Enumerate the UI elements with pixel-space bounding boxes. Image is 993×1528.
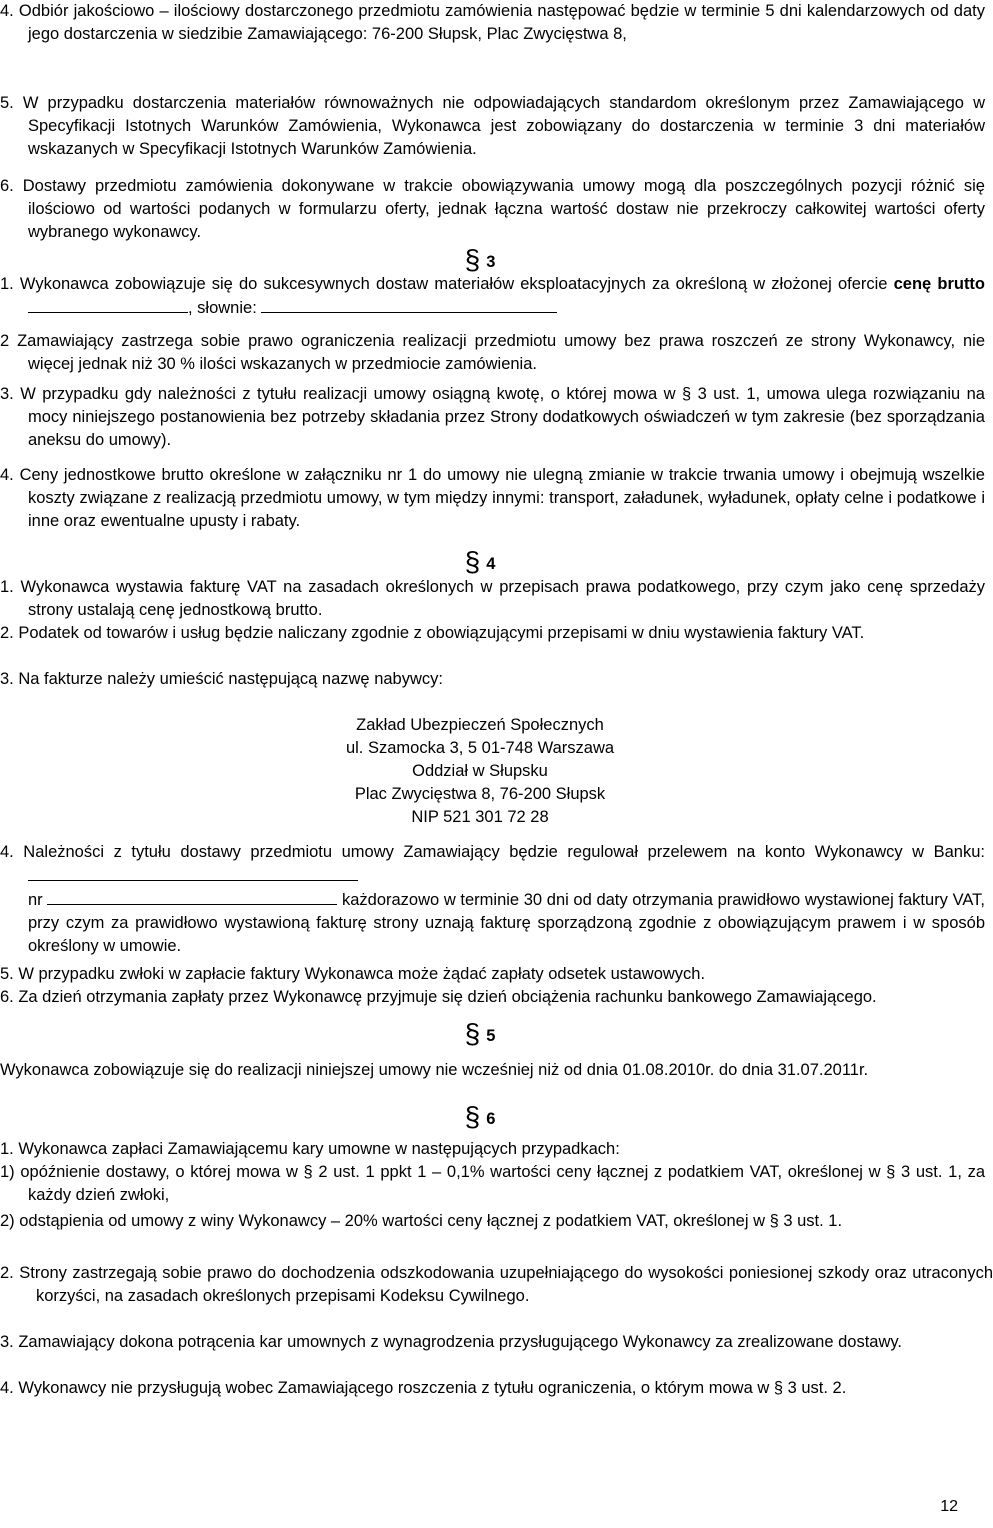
buyer-line: Oddział w Słupsku [412,762,548,780]
section-symbol: § [464,1101,481,1132]
section-4-paragraph-5: 5. W przypadku zwłoki w zapłacie faktury Wykonawca może żądać zapłaty odsetek ustawowych. [0,965,706,983]
s3-p1-bold: cenę brutto [893,275,986,293]
buyer-line: NIP 521 301 72 28 [411,808,549,826]
section-4-paragraph-2: 2. Podatek od towarów i usług będzie naliczany zgodnie z obowiązującymi przepisami w dniu wystawienia faktury VAT. [0,624,865,642]
section-6-paragraph-1: 1. Wykonawca zapłaci Zamawiającemu kary umowne w następujących przypadkach: [0,1140,620,1158]
section-3-paragraph-3: 3. W przypadku gdy należności z tytułu realizacji umowy osiągną kwotę, o której mowa w § 3 ust. 1, umowa ulega rozwiązaniu na mocy niniejszego postanowienia bez potrzeby składania przez Strony dodatkowych oświadczeń w tym zakresie (bez sporządzania aneksu do umowy). [0,385,985,449]
section-6-heading [0,1101,960,1132]
section-3-paragraph-1 [0,273,985,320]
buyer-line: ul. Szamocka 3, 5 01-748 Warszawa [345,739,615,757]
section-3-number: 3 [486,253,496,271]
section-4-paragraph-3: 3. Na fakturze należy umieścić następującą nazwę nabywcy: [0,670,443,688]
paragraph-6: 6. Dostawy przedmiotu zamówienia dokonywane w trakcie obowiązywania umowy mogą dla poszczególnych pozycji różnić się ilościowo od wartości podanych w formularzu oferty, jednak łączna wartość dostaw nie przekroczy całkowitej wartości oferty wybranego wykonawcy. [0,177,985,241]
paragraph-4: 4. Odbiór jakościowo – ilościowy dostarczonego przedmiotu zamówienia następować będzie w terminie 5 dni kalendarzowych od daty jego dostarczenia w siedzibie Zamawiającego: 76-200 Słupsk, Plac Zwycięstwa 8, [0,2,985,43]
price-words-blank [261,296,557,313]
account-number-blank [47,888,337,905]
account-number-label: nr [28,891,43,909]
section-6-item-2: 2) odstąpienia od umowy z winy Wykonawcy – 20% wartości ceny łącznej z podatkiem VAT, określonej w § 3 ust. 1. [0,1212,843,1230]
section-6-paragraph-4: 4. Wykonawcy nie przysługują wobec Zamawiającego roszczenia z tytułu ograniczenia, o którym mowa w § 3 ust. 2. [0,1379,847,1397]
s3-p1-tail: , słownie: [188,299,257,317]
buyer-line: Zakład Ubezpieczeń Społecznych [356,716,604,734]
section-5-paragraph-1: Wykonawca zobowiązuje się do realizacji niniejszej umowy nie wcześniej niż od dnia 01.08.2010r. do dnia 31.07.2011r. [0,1061,869,1079]
section-5-heading [0,1018,960,1049]
section-4-heading [0,546,960,577]
section-4-paragraph-6: 6. Za dzień otrzymania zapłaty przez Wykonawcę przyjmuje się dzień obciążenia rachunku bankowego Zamawiającego. [0,988,877,1006]
section-4-number: 4 [486,555,496,573]
bank-blank [28,864,358,881]
section-3-heading [0,244,960,275]
section-symbol: § [464,1018,481,1049]
section-5-number: 5 [486,1027,496,1045]
buyer-line: Plac Zwycięstwa 8, 76-200 Słupsk [354,785,606,803]
section-6-paragraph-3: 3. Zamawiający dokona potrącenia kar umownych z wynagrodzenia przysługującego Wykonawcy za zrealizowane dostawy. [0,1333,902,1351]
section-6-number: 6 [486,1110,496,1128]
page-number: 12 [940,1498,958,1515]
price-blank [28,296,188,313]
section-symbol: § [464,546,481,577]
section-symbol: § [464,244,481,275]
section-3-paragraph-2: 2 Zamawiający zastrzega sobie prawo ograniczenia realizacji przedmiotu umowy bez prawa roszczeń ze strony Wykonawcy, nie więcej jednak niż 30 % ilości wskazanych w przedmiocie zamówienia. [0,332,985,373]
section-6-paragraph-2: 2. Strony zastrzegają sobie prawo do dochodzenia odszkodowania uzupełniającego do wysokości poniesionej szkody oraz utraconych korzyści, na zasadach określonych przepisami Kodeksu Cywilnego. [0,1264,993,1305]
section-4-paragraph-1: 1. Wykonawca wystawia fakturę VAT na zasadach określonych w przepisach prawa podatkowego, przy czym jako cenę sprzedaży strony ustalają cenę jednostkową brutto. [0,578,985,619]
section-6-item-1: 1) opóźnienie dostawy, o której mowa w § 2 ust. 1 ppkt 1 – 0,1% wartości ceny łącznej z podatkiem VAT, określonej w § 3 ust. 1, za każdy dzień zwłoki, [0,1163,985,1204]
s4-p4-text: 4. Należności z tytułu dostawy przedmiotu umowy Zamawiający będzie regulował przelewem na konto Wykonawcy w Banku: [0,843,985,861]
paragraph-5: 5. W przypadku dostarczenia materiałów równoważnych nie odpowiadających standardom określonym przez Zamawiającego w Specyfikacji Istotnych Warunków Zamówienia, Wykonawca jest zobowiązany do dostarczenia w terminie 3 dni materiałów wskazanych w Specyfikacji Istotnych Warunków Zamówienia. [0,94,985,158]
section-3-paragraph-4: 4. Ceny jednostkowe brutto określone w załączniku nr 1 do umowy nie ulegną zmianie w trakcie trwania umowy i obejmują wszelkie koszty związane z realizacją przedmiotu umowy, w tym między innymi: transport, załadunek, wyładunek, opłaty celne i podatkowe i inne oraz ewentualne upusty i rabaty. [0,466,985,530]
section-4-paragraph-4 [0,841,985,958]
s3-p1-text: 1. Wykonawca zobowiązuje się do sukcesywnych dostaw materiałów eksploatacyjnych za określoną w złożonej ofercie [0,275,888,293]
s4-p4-tail: każdorazowo w terminie 30 dni od daty otrzymania prawidłowo wystawionej faktury VAT, przy czym za prawidłowo wystawioną fakturę strony uznają fakturę sporządzoną zgodnie z obowiązującym prawem i w sposób określony w umowie. [28,891,985,955]
